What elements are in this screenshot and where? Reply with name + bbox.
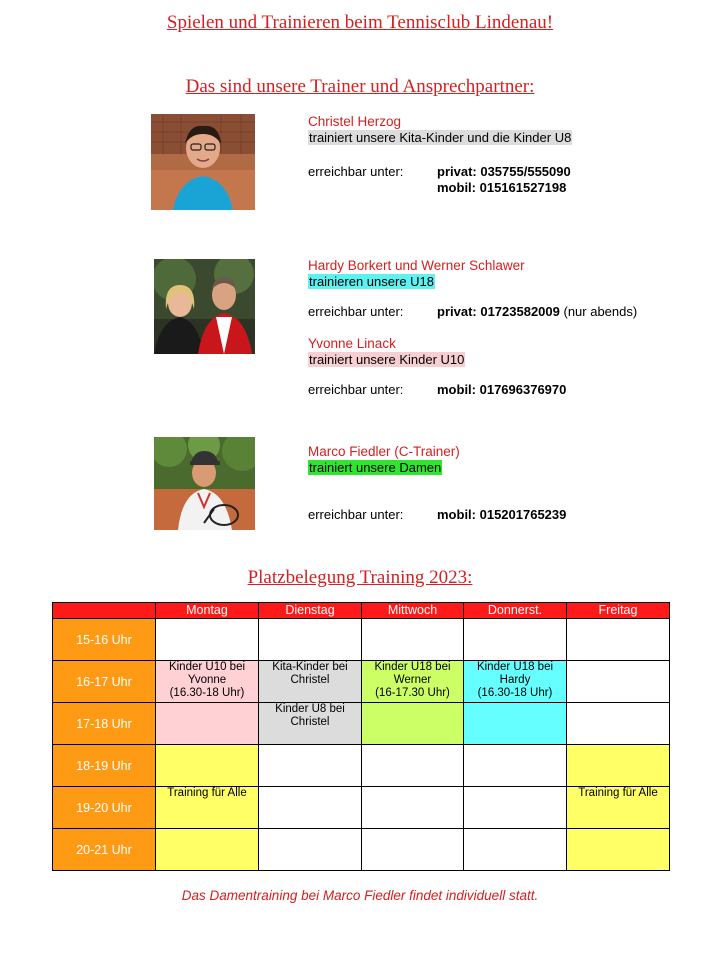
contact-label: erreichbar unter: [308,304,404,319]
trainer-description: trainiert unsere Kinder U10 [309,352,465,367]
table-cell-alle [567,745,670,787]
schedule-table [52,602,670,871]
table-cell [259,829,362,871]
table-cell-u18-werner: Kinder U18 bei Werner (16-17.30 Uhr) [362,661,464,703]
trainer-yvonne [308,335,465,367]
header-corner [53,603,156,619]
schedule-heading: Platzbelegung Training 2023: [247,567,473,588]
time-slot: 20-21 Uhr [53,829,156,871]
trainer-christel [308,113,572,145]
table-row [53,829,670,871]
table-cell-alle [156,745,259,787]
table-cell [259,787,362,829]
contact-label: erreichbar unter: [308,507,404,522]
time-slot: 16-17 Uhr [53,661,156,703]
table-cell-kita: Kita-Kinder bei Christel [259,661,362,703]
table-row [53,745,670,787]
photo-hardy-yvonne [154,259,255,354]
table-cell [464,745,567,787]
column-header: Montag [156,603,259,619]
trainer-hardy-werner [308,257,525,289]
table-cell [259,745,362,787]
table-header-row [53,603,670,619]
phone-mobile: mobil: 015161527198 [437,180,567,195]
contact-label: erreichbar unter: [308,382,404,397]
table-cell-u10 [156,703,259,745]
table-cell [464,829,567,871]
trainer-name: Hardy Borkert und Werner Schlawer [308,258,525,273]
trainer-description: trainiert unsere Kita-Kinder und die Kinder U8 [309,130,572,145]
table-cell-u18-hardy [464,703,567,745]
trainers-heading: Das sind unsere Trainer und Ansprechpartner: [185,76,535,97]
time-slot: 19-20 Uhr [53,787,156,829]
trainer-description: trainieren unsere U18 [309,274,435,289]
trainer-description: trainiert unsere Damen [309,460,442,475]
phone-private: privat: 01723582009 (nur abends) [437,304,638,319]
column-header: Mittwoch [362,603,464,619]
time-slot: 17-18 Uhr [53,703,156,745]
table-row [53,661,670,703]
time-slot: 18-19 Uhr [53,745,156,787]
phone-mobile: mobil: 017696376970 [437,382,567,397]
table-cell [362,829,464,871]
table-cell [259,619,362,661]
table-row [53,703,670,745]
table-cell [567,703,670,745]
table-cell [156,619,259,661]
table-cell [567,619,670,661]
table-cell-u8: Kinder U8 bei Christel [259,703,362,745]
table-cell [464,619,567,661]
trainer-name: Marco Fiedler (C-Trainer) [308,444,460,459]
table-cell [464,787,567,829]
time-slot: 15-16 Uhr [53,619,156,661]
phone-private: privat: 035755/555090 [437,164,571,179]
column-header: Dienstag [259,603,362,619]
table-cell [362,787,464,829]
contact-label: erreichbar unter: [308,164,404,179]
table-cell [362,619,464,661]
column-header: Freitag [567,603,670,619]
table-row [53,787,670,829]
trainer-name: Christel Herzog [308,114,402,129]
trainer-marco [308,443,460,475]
table-row [53,619,670,661]
page-title: Spielen und Trainieren beim Tennisclub Lindenau! [166,12,554,33]
phone-mobile: mobil: 015201765239 [437,507,567,522]
table-cell [567,661,670,703]
table-cell-u10: Kinder U10 bei Yvonne (16.30-18 Uhr) [156,661,259,703]
table-cell [362,745,464,787]
table-cell-alle: Training für Alle [156,787,259,829]
table-cell-u18-werner [362,703,464,745]
photo-marco-fiedler [154,437,255,530]
column-header: Donnerst. [464,603,567,619]
trainer-name: Yvonne Linack [308,336,396,351]
photo-christel-herzog [151,114,255,210]
footer-note: Das Damentraining bei Marco Fiedler findet individuell statt. [181,888,539,903]
table-cell-alle [156,829,259,871]
table-cell-alle [567,829,670,871]
table-cell-alle: Training für Alle [567,787,670,829]
phone-note: (nur abends) [559,304,638,319]
table-cell-u18-hardy: Kinder U18 bei Hardy (16.30-18 Uhr) [464,661,567,703]
